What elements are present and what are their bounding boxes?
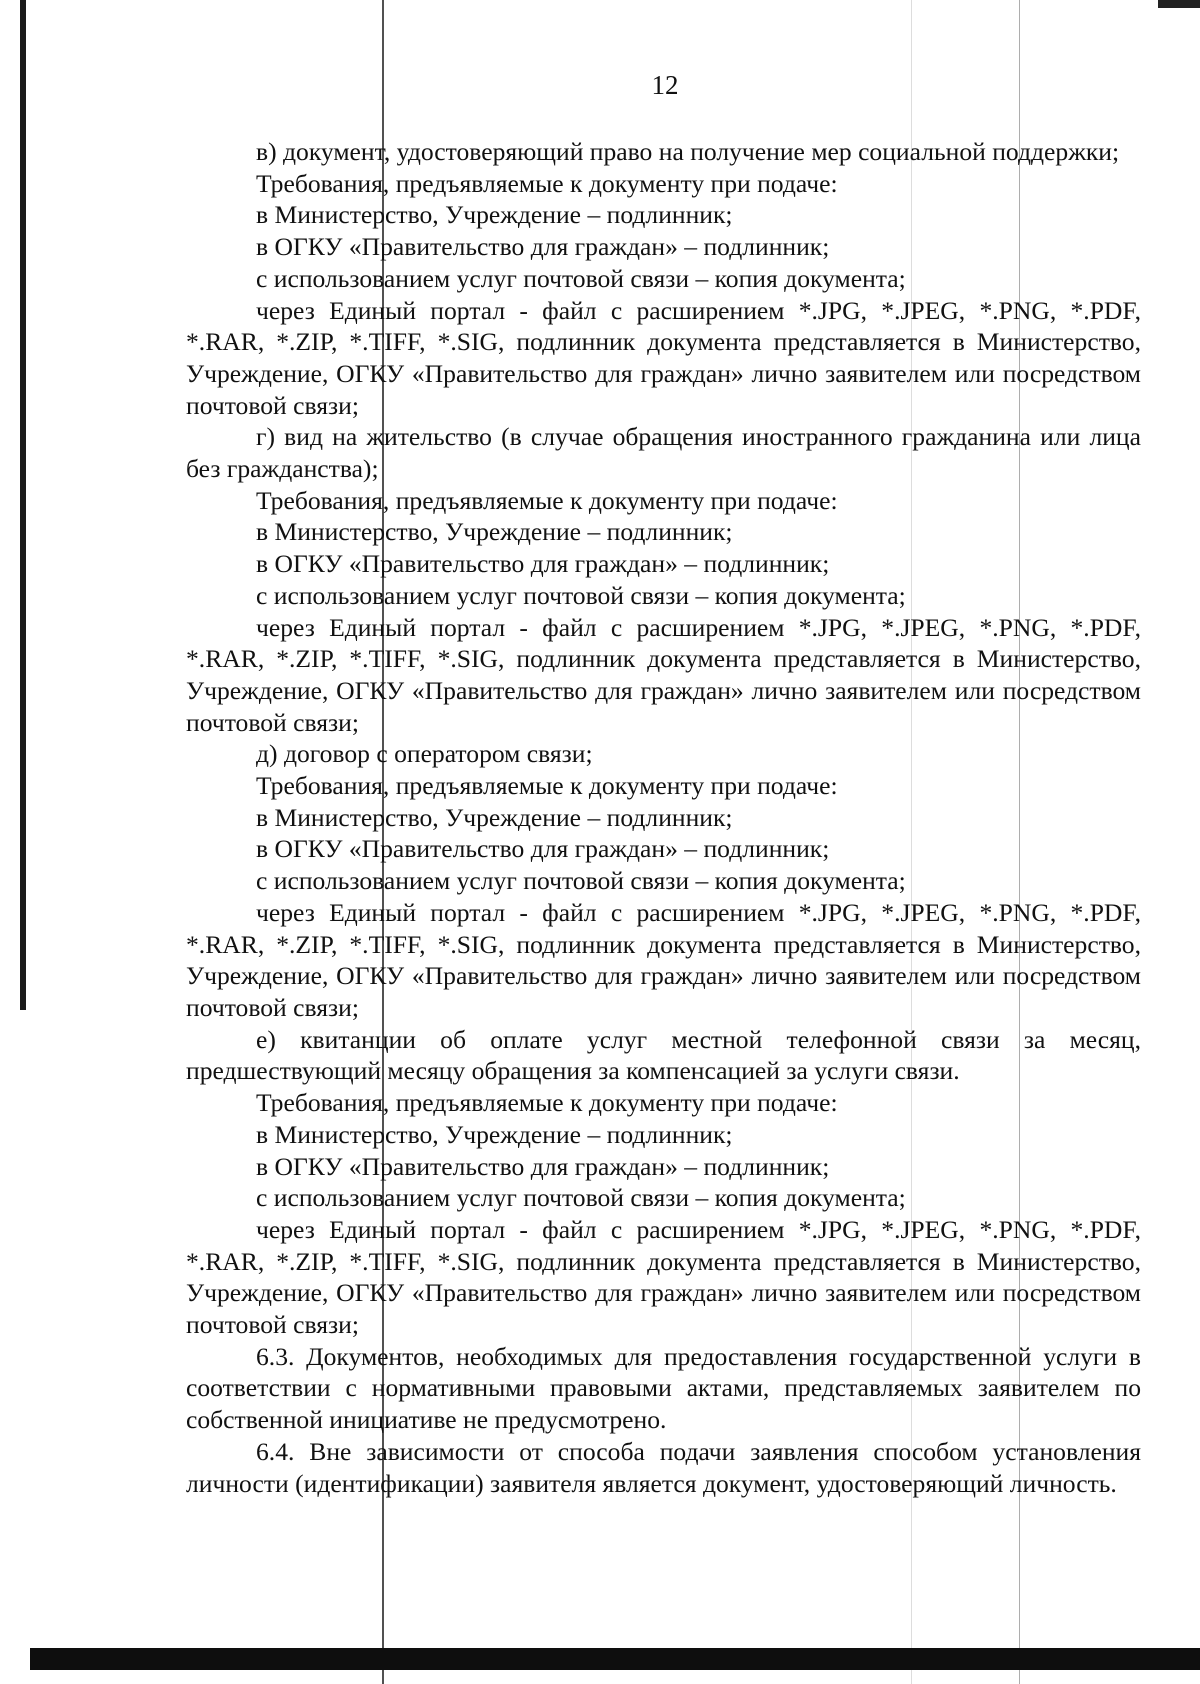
paragraph: в) документ, удостоверяющий право на получение мер социальной поддержки;	[256, 137, 1120, 166]
paragraph: в Министерство, Учреждение – подлинник;	[256, 802, 733, 832]
paragraph: Требования, предъявляемые к документу при подаче:	[256, 771, 838, 801]
paragraph: е) квитанции об оплате услуг местной телефонной связи за месяц, предшествующий месяцу обращения за компенсацией за услуги связи.	[186, 1024, 1141, 1086]
scan-edge-top	[1158, 0, 1200, 8]
paragraph: с использованием услуг почтовой связи – копия документа;	[256, 866, 906, 896]
paragraph: в Министерство, Учреждение – подлинник;	[256, 517, 733, 547]
paragraph: Требования, предъявляемые к документу при подаче:	[256, 168, 838, 198]
page-number: 12	[651, 70, 679, 100]
scan-bottom-bar	[30, 1648, 1200, 1670]
paragraph: в ОГКУ «Правительство для граждан» – подлинник;	[256, 232, 830, 262]
paragraph: в Министерство, Учреждение – подлинник;	[256, 200, 733, 230]
paragraph: 6.4. Вне зависимости от способа подачи заявления способом установления личности (идентификации) заявителя является документ, удостоверяющий личность.	[186, 1436, 1141, 1498]
paragraph: в ОГКУ «Правительство для граждан» – подлинник;	[256, 1151, 830, 1181]
paragraph: через Единый портал - файл с расширением *.JPG, *.JPEG, *.PNG, *.PDF, *.RAR, *.ZIP, *.TIFF, *.SIG, подлинник документа представляется в Министерство, Учреждение, ОГКУ «Правительство для граждан» лично заявителем или посредством почтовой связи;	[186, 1214, 1141, 1340]
paragraph: с использованием услуг почтовой связи – копия документа;	[256, 263, 906, 293]
paragraph: через Единый портал - файл с расширением *.JPG, *.JPEG, *.PNG, *.PDF, *.RAR, *.ZIP, *.TIFF, *.SIG, подлинник документа представляется в Министерство, Учреждение, ОГКУ «Правительство для граждан» лично заявителем или посредством почтовой связи;	[186, 897, 1141, 1022]
document-body	[186, 136, 1141, 1499]
paragraph: с использованием услуг почтовой связи – копия документа;	[256, 1183, 906, 1213]
paragraph: г) вид на жительство (в случае обращения иностранного гражданина или лица без гражданства);	[186, 422, 1141, 484]
paragraph: с использованием услуг почтовой связи – копия документа;	[256, 580, 906, 610]
paragraph: через Единый портал - файл с расширением *.JPG, *.JPEG, *.PNG, *.PDF, *.RAR, *.ZIP, *.TIFF, *.SIG, подлинник документа представляется в Министерство, Учреждение, ОГКУ «Правительство для граждан» лично заявителем или посредством почтовой связи;	[186, 295, 1141, 420]
paragraph: в ОГКУ «Правительство для граждан» – подлинник;	[256, 549, 830, 579]
paragraph: через Единый портал - файл с расширением *.JPG, *.JPEG, *.PNG, *.PDF, *.RAR, *.ZIP, *.TIFF, *.SIG, подлинник документа представляется в Министерство, Учреждение, ОГКУ «Правительство для граждан» лично заявителем или посредством почтовой связи;	[186, 612, 1141, 737]
paragraph: д) договор с оператором связи;	[256, 739, 593, 769]
scan-edge-left	[20, 0, 26, 1010]
paragraph: Требования, предъявляемые к документу при подаче:	[256, 485, 838, 515]
paragraph: Требования, предъявляемые к документу при подаче:	[256, 1088, 838, 1118]
paragraph: в ОГКУ «Правительство для граждан» – подлинник;	[256, 834, 830, 864]
paragraph: в Министерство, Учреждение – подлинник;	[256, 1119, 733, 1149]
paragraph: 6.3. Документов, необходимых для предоставления государственной услуги в соответствии с нормативными правовыми актами, представляемых заявителем по собственной инициативе не предусмотрено.	[186, 1341, 1141, 1435]
